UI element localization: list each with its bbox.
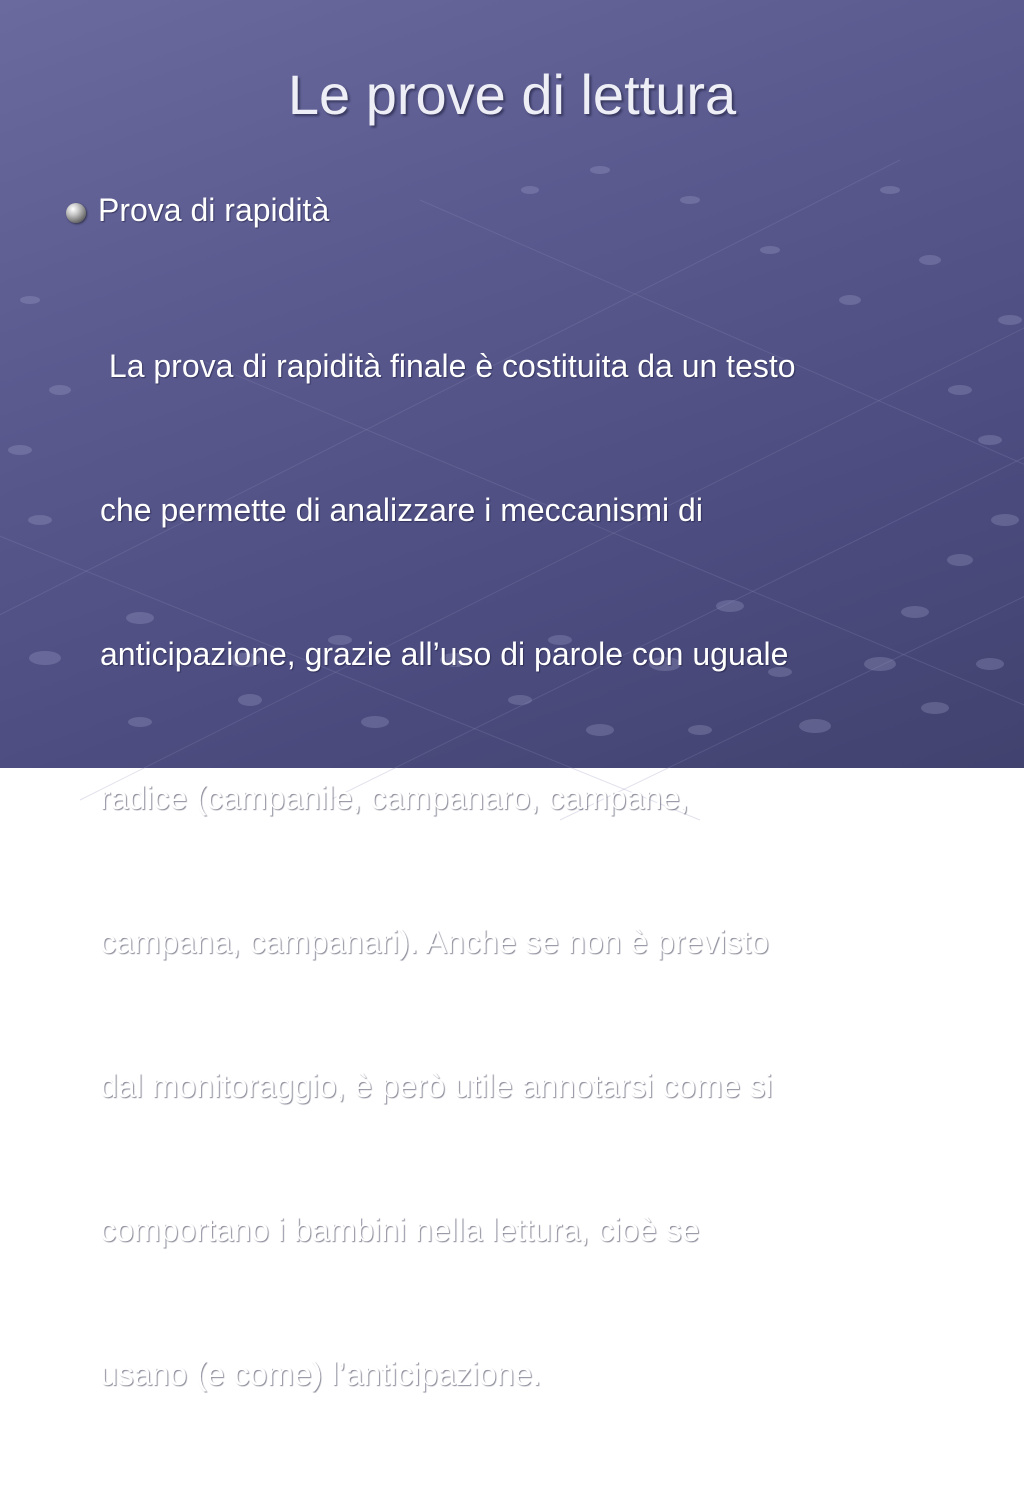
body-paragraph	[100, 246, 980, 1494]
slide-title: Le prove di lettura	[287, 63, 737, 126]
paragraph-line: radice (campanile, campanaro, campane,	[100, 780, 689, 816]
bullet-item	[66, 192, 329, 229]
paragraph-line: comportano i bambini nella lettura, cioè se	[100, 1212, 700, 1248]
bullet-text: Prova di rapidità	[98, 192, 330, 228]
paragraph-line: dal monitoraggio, è però utile annotarsi come si	[100, 1068, 773, 1104]
paragraph-line: campana, campanari). Anche se non è previsto	[100, 924, 769, 960]
paragraph-line: usano (e come) l’anticipazione.	[100, 1356, 542, 1392]
sphere-bullet-icon	[66, 203, 86, 223]
paragraph-line: La prova di rapidità finale è costituita da un testo	[100, 348, 796, 384]
paragraph-line: che permette di analizzare i meccanismi di	[100, 492, 703, 528]
paragraph-line: anticipazione, grazie all’uso di parole con uguale	[100, 636, 789, 672]
